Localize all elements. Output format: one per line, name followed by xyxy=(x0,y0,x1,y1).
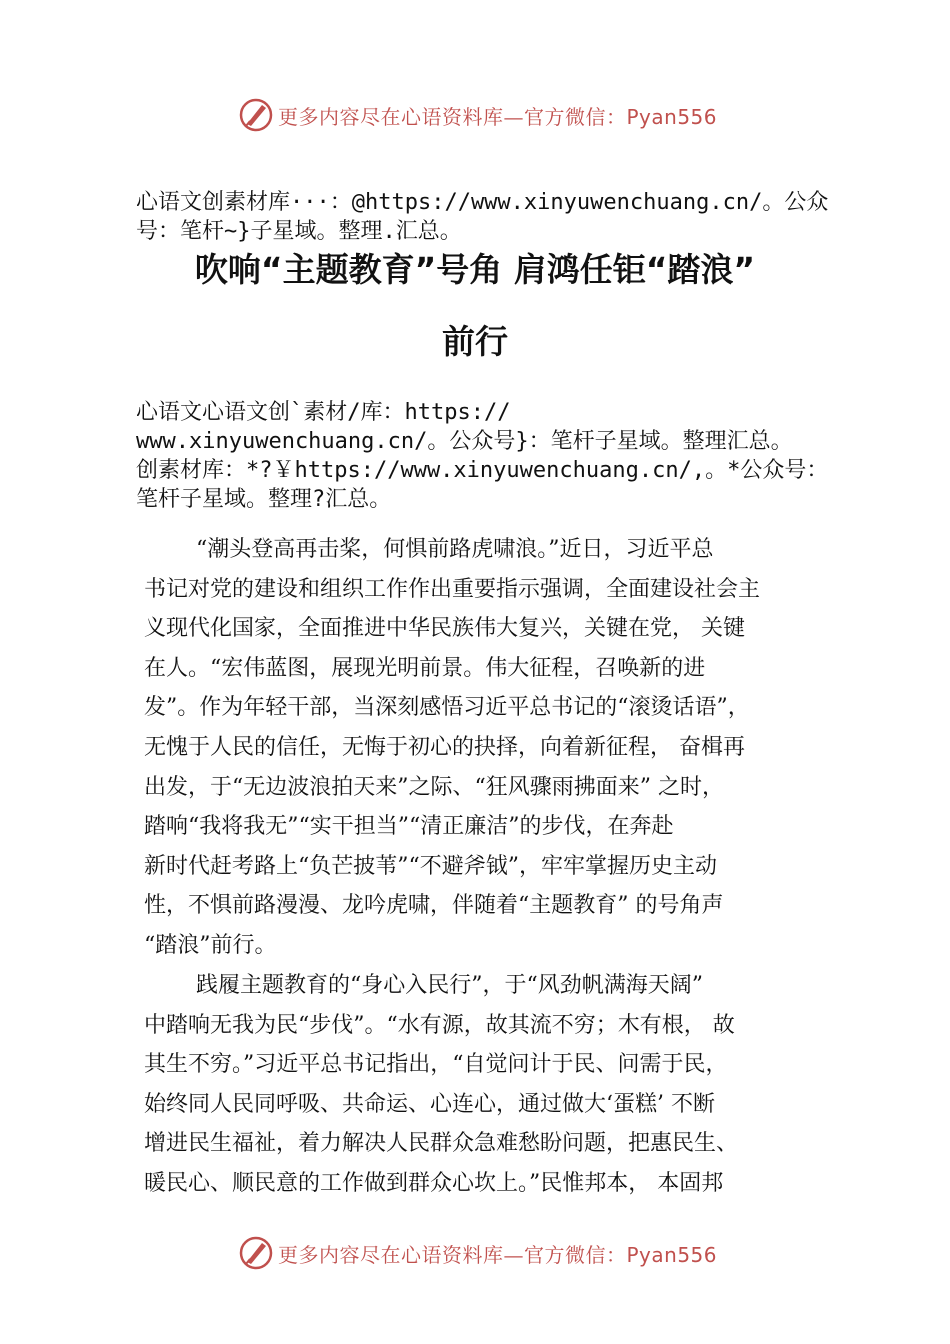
paragraph-line: 踏响“我将我无”“实干担当”“清正廉洁”的步伐，在奔赴 xyxy=(144,814,674,840)
paragraph-line: 其生不穷。”习近平总书记指出，“自觉问计于民、问需于民， xyxy=(144,1052,728,1078)
paragraph-line: 在人。“宏伟蓝图，展现光明前景。伟大征程，召唤新的进 xyxy=(144,655,706,681)
paragraph-line: 践履主题教育的“身心入民行”，于“风劲帆满海天阔” xyxy=(196,973,703,998)
footer-banner xyxy=(238,1233,717,1273)
banner-text: 更多内容尽在心语资料库—官方微信：Pyan556 xyxy=(278,104,718,129)
document-title-line-1: 吹响“主题教育”号角 肩鸿任钜“踏浪” xyxy=(194,250,756,289)
paragraph-line: 出发，于“无边波浪拍天来”之际、“狂风骤雨拂面来” 之时， xyxy=(144,774,724,800)
banner-text: 更多内容尽在心语资料库—官方微信：Pyan556 xyxy=(278,1242,718,1267)
source-note xyxy=(136,398,828,514)
wechat-id: Pyan556 xyxy=(626,104,718,129)
quill-pen-logo-icon xyxy=(238,1235,274,1271)
paragraph-line: 暖民心、顺民意的工作做到群众心坎上。”民惟邦本， 本固邦 xyxy=(144,1170,724,1196)
paragraph-line: 新时代赶考路上“负芒披苇”“不避斧钺”，牢牢掌握历史主动 xyxy=(144,853,717,879)
header-note-line: 心语文创素材库···：@https://www.xinyuwenchuang.cn/。公众 xyxy=(136,190,829,215)
source-note-line: 笔杆子星域。整理?汇总。 xyxy=(136,487,392,512)
paragraph-line: “潮头登高再击桨，何惧前路虎啸浪。”近日，习近平总 xyxy=(196,537,714,562)
paragraph-line: “踏浪”前行。 xyxy=(144,932,277,958)
source-note-line: 创素材库：*?￥https://www.xinyuwenchuang.cn/,。*公众号： xyxy=(136,458,829,483)
paragraph-line: 始终同人民同呼吸、共命运、心连心，通过做大‘蛋糕’ 不断 xyxy=(144,1091,715,1117)
source-note-line: 心语文心语文创`素材/库：https:// xyxy=(136,400,511,425)
paragraph-line: 增进民生福祉，着力解决人民群众急难愁盼问题，把惠民生、 xyxy=(144,1131,739,1157)
paragraph-line: 书记对党的建设和组织工作作出重要指示强调，全面建设社会主 xyxy=(144,576,761,602)
header-banner xyxy=(238,95,717,135)
paragraph-line: 义现代化国家，全面推进中华民族伟大复兴，关键在党， 关键 xyxy=(144,616,745,642)
header-note-line: 号：笔杆~}子星域。整理.汇总。 xyxy=(136,219,462,244)
body-paragraph-1 xyxy=(144,530,760,966)
header-note xyxy=(136,188,828,246)
body-paragraph-2 xyxy=(144,966,738,1204)
document-title-line-2: 前行 xyxy=(442,322,508,361)
quill-pen-logo-icon xyxy=(238,97,274,133)
paragraph-line: 发”。作为年轻干部，当深刻感悟习近平总书记的“滚烫话语”， xyxy=(144,695,750,721)
paragraph-line: 无愧于人民的信任，无悔于初心的抉择，向着新征程， 奋楫再 xyxy=(144,734,745,760)
paragraph-line: 性，不惧前路漫漫、龙吟虎啸，伴随着“主题教育” 的号角声 xyxy=(144,893,724,919)
wechat-id: Pyan556 xyxy=(626,1242,718,1267)
source-note-line: www.xinyuwenchuang.cn/。公众号}：笔杆子星域。整理汇总。 xyxy=(136,429,793,454)
paragraph-line: 中踏响无我为民“步伐”。“水有源，故其流不穷；木有根， 故 xyxy=(144,1012,735,1038)
